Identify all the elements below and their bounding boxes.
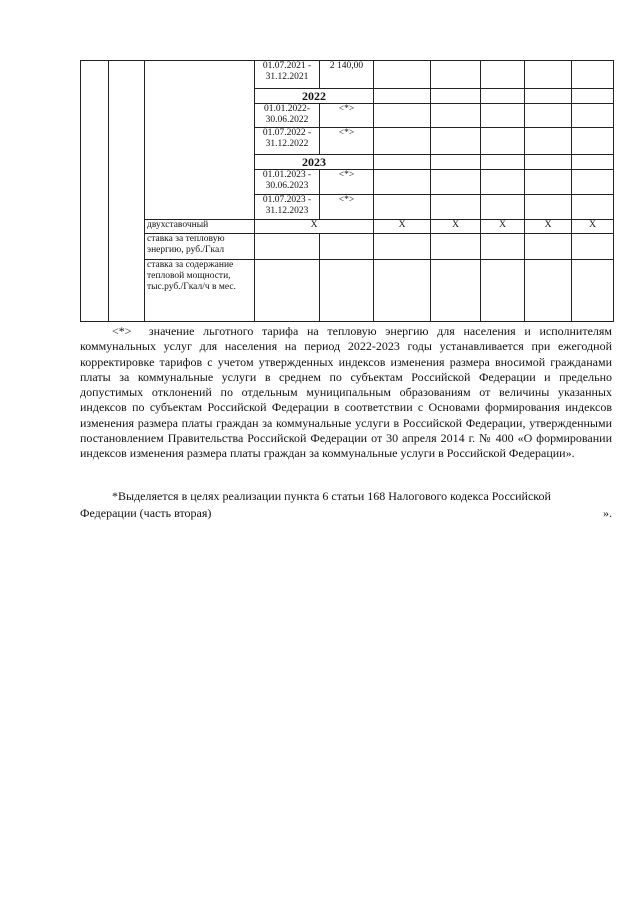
empty-cell [572, 128, 614, 155]
empty-cell [525, 104, 572, 128]
empty-cell [431, 61, 481, 89]
period-cell: 01.07.2021 - 31.12.2021 [255, 61, 320, 89]
capacity-rate-row [81, 260, 614, 322]
tax-note [80, 488, 612, 522]
empty-cell [572, 195, 614, 220]
empty-cell [374, 195, 431, 220]
period-cell: 01.07.2022 - 31.12.2022 [255, 128, 320, 155]
merged-cell-col3 [145, 61, 255, 220]
x-mark: X [525, 220, 572, 234]
footnote-text: значение льготного тарифа на тепловую энергию для населения и исполнителям коммунальных услуг для населения на период 2022-2023 годы устанавливается при ежегодной корректировке тарифов с учетом утвержденных индексов изменения размера вносимой гражданами платы за коммунальные услуги в среднем по субъектам Российской Федерации и предельно допустимых отклонений по отдельным муниципальным образованиям от величины указанных индексов по субъектам Российской Федерации в соответствии с Основами формирования индексов изменения размера платы граждан за коммунальные услуги в Российской Федерации, утвержденными постановлением Правительства Российской Федерации от 30 апреля 2014 г. № 400 «О формировании индексов изменения размера платы граждан за коммунальные услуги в Российской Федерации». [80, 324, 612, 461]
empty-cell [374, 155, 431, 170]
period-cell: 01.01.2022- 30.06.2022 [255, 104, 320, 128]
two-part-row [81, 220, 614, 234]
merged-cell-col1 [81, 61, 109, 322]
x-mark: X [481, 220, 525, 234]
x-mark: X [431, 220, 481, 234]
empty-cell [374, 61, 431, 89]
period-cell: 01.07.2023 - 31.12.2023 [255, 195, 320, 220]
capacity-rate-label: ставка за содержание тепловой мощности, тыс.руб./Гкал/ч в мес. [145, 260, 255, 322]
empty-cell [374, 260, 431, 322]
empty-cell [374, 89, 431, 104]
empty-cell [431, 89, 481, 104]
energy-rate-row [81, 234, 614, 260]
table-row [81, 61, 614, 89]
empty-cell [572, 234, 614, 260]
merged-cell-col2 [109, 61, 145, 322]
footnote-paragraph [80, 324, 612, 462]
tariff-table-wrapper [80, 60, 613, 322]
year-cell: 2022 [255, 89, 374, 104]
empty-cell [525, 155, 572, 170]
empty-cell [255, 234, 320, 260]
empty-cell [481, 195, 525, 220]
value-cell: 2 140,00 [320, 61, 374, 89]
empty-cell [572, 89, 614, 104]
empty-cell [320, 260, 374, 322]
tariff-table [80, 60, 614, 322]
value-cell: <*> [320, 170, 374, 195]
empty-cell [525, 128, 572, 155]
two-part-label: двухставочный [145, 220, 255, 234]
empty-cell [374, 104, 431, 128]
empty-cell [572, 170, 614, 195]
tax-note-line2-end: ». [603, 506, 612, 520]
empty-cell [481, 128, 525, 155]
footnote [80, 324, 612, 462]
empty-cell [431, 234, 481, 260]
empty-cell [525, 195, 572, 220]
empty-cell [431, 128, 481, 155]
empty-cell [572, 155, 614, 170]
value-cell: <*> [320, 195, 374, 220]
empty-cell [431, 195, 481, 220]
empty-cell [525, 170, 572, 195]
empty-cell [572, 104, 614, 128]
year-cell: 2023 [255, 155, 374, 170]
empty-cell [374, 170, 431, 195]
energy-rate-label: ставка за тепловую энергию, руб./Гкал [145, 234, 255, 260]
x-mark: X [255, 220, 374, 234]
tax-note-line2 [80, 505, 612, 522]
empty-cell [481, 89, 525, 104]
x-mark: X [572, 220, 614, 234]
period-cell: 01.01.2023 - 30.06.2023 [255, 170, 320, 195]
empty-cell [374, 234, 431, 260]
value-cell: <*> [320, 128, 374, 155]
tax-note-line1: *Выделяется в целях реализации пункта 6 статьи 168 Налогового кодекса Российской [112, 489, 551, 503]
value-cell: <*> [320, 104, 374, 128]
empty-cell [572, 260, 614, 322]
empty-cell [525, 61, 572, 89]
empty-cell [374, 128, 431, 155]
empty-cell [481, 61, 525, 89]
footnote-marker: <*> [112, 324, 132, 338]
empty-cell [431, 170, 481, 195]
empty-cell [525, 260, 572, 322]
empty-cell [525, 89, 572, 104]
empty-cell [431, 104, 481, 128]
empty-cell [525, 234, 572, 260]
empty-cell [481, 170, 525, 195]
empty-cell [320, 234, 374, 260]
empty-cell [431, 260, 481, 322]
empty-cell [481, 155, 525, 170]
empty-cell [572, 61, 614, 89]
tax-note-line2-start: Федерации (часть вторая) [80, 506, 212, 520]
empty-cell [481, 104, 525, 128]
empty-cell [481, 234, 525, 260]
empty-cell [255, 260, 320, 322]
x-mark: X [374, 220, 431, 234]
empty-cell [431, 155, 481, 170]
empty-cell [481, 260, 525, 322]
